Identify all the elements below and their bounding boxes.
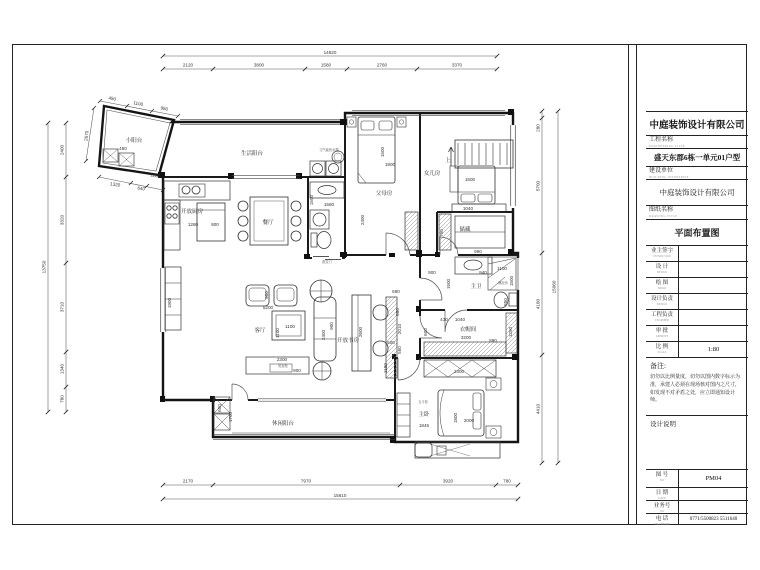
dim-balcony: 1100 [132, 100, 144, 107]
dim-balcony: 1320 [109, 181, 121, 188]
sign-label: 设 计 [655, 264, 669, 270]
field-label-text: 建设单位 [649, 168, 674, 174]
sign-label: 设计负责 [650, 296, 673, 302]
dim-annotation: 690 [392, 289, 400, 294]
dim-right-seg: 4180 [535, 298, 541, 310]
date-row [646, 488, 748, 501]
sign-label: 审 批 [655, 328, 669, 334]
dim-top-total: 14620 [323, 50, 337, 55]
company-name: 中庭装饰设计有限公司 [646, 112, 748, 136]
logo-box [646, 44, 748, 112]
remark-text: 切勿以比例量度，切勿以图内数字标示为准，承建人必须在现场核对图内之尺寸，如发现不对矛盾之处，应立即通知设计师。 [650, 375, 741, 404]
annotation-layer [119, 146, 514, 428]
floor-plan [12, 44, 628, 526]
room-label-dining: 餐厅 [262, 220, 274, 226]
scale-value: 1:80 [707, 346, 720, 353]
drawing-number-row [646, 470, 748, 488]
room-label-kitchen: 开放厨房 [180, 209, 204, 215]
room-label-daughter: 女儿房 [423, 171, 441, 177]
dim-annotation: 750 [439, 229, 444, 237]
dim-annotation: 2400 [321, 329, 326, 341]
room-label-master-bath: 主卫 [470, 284, 482, 290]
dim-annotation: 1290 [508, 326, 513, 338]
dim-annotation: 890 [489, 338, 497, 343]
dim-bottom-seg: 780 [503, 478, 511, 484]
field-label-drawing [646, 206, 748, 220]
dim-annotation: 1500 [446, 278, 451, 290]
sign-row-engineer [646, 310, 748, 326]
dim-left-seg: 780 [59, 395, 65, 403]
dim-annotation: 1700 [228, 411, 233, 423]
title-block [646, 44, 748, 525]
project-name: 盛天东郡6栋一单元01户型 [646, 149, 748, 167]
dim-annotation: 1100 [275, 328, 280, 338]
dim-annotation: 2010 [397, 323, 402, 335]
dim-annotation: 1180 [149, 172, 161, 179]
builder-name: 中庭装饰设计有限公司 [646, 180, 748, 206]
sign-sublabel: DESIGN [656, 303, 668, 306]
label-tv-cabinet: 电视柜 [278, 364, 288, 368]
dim-right-seg: 280 [535, 124, 541, 132]
bottom-label: 业务号 [653, 503, 671, 509]
dim-annotation: 5200 [262, 305, 274, 310]
sign-row-owner [646, 246, 748, 262]
dim-annotation: 1500 [464, 177, 476, 182]
sign-sublabel: OWNER SIGN [653, 255, 671, 258]
bottom-label: 电 话 [655, 516, 669, 522]
remark-title: 备注: [650, 362, 666, 370]
dim-annotation: 900 [293, 368, 301, 373]
sign-label: 绘 图 [655, 280, 669, 286]
room-label-living: 客厅 [254, 328, 266, 334]
dim-bottom-seg: 3920 [442, 478, 454, 484]
design-note-label: 设计说明 [650, 421, 676, 428]
dim-annotation: 2600 [358, 326, 363, 338]
label-water-heater: 空气能热水器 [319, 148, 339, 152]
dim-annotation: 1040 [454, 317, 466, 322]
bottom-sublabel: NO [659, 510, 665, 513]
dim-annotation: 2400 [453, 369, 465, 374]
dim-bottom-seg: 7970 [300, 478, 312, 484]
dim-top-seg: 3370 [451, 62, 463, 68]
laundry-fixtures [310, 151, 344, 176]
dim-balcony: 2670 [83, 130, 90, 142]
sign-value [679, 294, 748, 309]
dim-annotation: 1845 [418, 423, 430, 428]
sign-value [679, 310, 748, 325]
room-label-small-balcony: 小阳台 [125, 138, 143, 144]
dim-annotation: 1800 [453, 412, 458, 424]
field-label-project [646, 136, 748, 149]
drawing-title: 平面布置图 [646, 220, 748, 246]
design-note-box [646, 416, 748, 470]
label-stair-up: 上 [445, 158, 451, 164]
dim-balcony: 950 [160, 105, 169, 112]
dim-annotation: 990 [474, 249, 482, 254]
sign-value [679, 246, 748, 261]
dim-annotation: 850 [503, 298, 508, 306]
field-sublabel: DRAWING TITLE [649, 214, 678, 218]
drawing-number-value: PM04 [705, 475, 722, 482]
dim-annotation: 450 [119, 146, 127, 151]
bottom-label: 图 号 [655, 472, 669, 478]
dim-annotation: 600 [423, 328, 428, 336]
bathroom-fixtures [310, 182, 344, 249]
room-label-leisure-balcony: 休闲阳台 [271, 421, 295, 427]
room-labels [126, 136, 482, 427]
parents-furniture [347, 117, 418, 250]
dim-top-seg: 1580 [320, 62, 332, 68]
dim-annotation: 940 [479, 270, 487, 275]
label-shower: 淋浴房 [498, 281, 508, 285]
remark-box [646, 358, 748, 416]
titleblock-divider-inner [636, 44, 637, 525]
bottom-sublabel: DATE [658, 497, 666, 500]
sign-sublabel: APPROVE [655, 335, 669, 338]
dim-annotation: 600 [217, 404, 222, 412]
field-sublabel: ENGINEERING TITLE [649, 144, 686, 148]
dim-top-seg: 2120 [182, 62, 194, 68]
job-number-value [679, 501, 748, 513]
dim-balcony: 450 [108, 95, 117, 102]
dim-left-seg: 2400 [59, 144, 65, 156]
titleblock-divider [628, 44, 629, 525]
sign-label: 工程负责 [650, 312, 673, 318]
room-label-study: 开放书房 [336, 338, 360, 344]
sign-row-scale [646, 342, 748, 358]
dim-annotation: 1280 [187, 222, 199, 227]
dim-annotation: 1500 [309, 194, 314, 206]
dim-annotation: 1500 [380, 146, 385, 158]
sign-value [679, 278, 748, 293]
sign-row-design-lead [646, 294, 748, 310]
phone-value: 0771/5500823 5511640 [689, 517, 738, 522]
dim-annotation: 650 [395, 308, 400, 316]
field-label-builder [646, 167, 748, 180]
sign-row-draw [646, 278, 748, 294]
dim-annotation: 1500 [509, 275, 514, 287]
dim-annotation: 2300 [276, 357, 288, 362]
dim-annotation: 2400 [360, 214, 365, 226]
sign-row-design [646, 262, 748, 278]
bottom-label: 日 期 [655, 490, 669, 496]
staircase [449, 140, 514, 168]
dim-annotation: 1900 [167, 297, 172, 309]
dim-annotation: 2000 [463, 418, 475, 423]
date-value [679, 488, 748, 500]
room-label-storage: 储藏 [459, 227, 471, 233]
dim-annotation: 900 [211, 222, 219, 227]
sign-label: 业主签字 [650, 248, 673, 254]
leisure-balcony-fixtures [214, 397, 390, 433]
sign-value [679, 326, 748, 341]
dim-right-seg: 5700 [535, 180, 541, 192]
dim-annotation: 3200 [460, 335, 472, 340]
dim-right-seg: 4410 [535, 403, 541, 415]
label-sliding-door: 推拉门 [322, 260, 332, 264]
field-label-text: 工程名称 [649, 137, 674, 143]
dim-left-total: 13750 [41, 260, 47, 274]
dim-annotation: 430 [440, 317, 448, 322]
label-dresser: 五斗柜 [418, 400, 428, 404]
dim-annotation: 1180 [383, 363, 388, 373]
dim-annotation: 1100 [285, 324, 295, 329]
dim-top-seg: 2760 [376, 62, 388, 68]
field-label-text: 图纸名称 [649, 207, 674, 213]
dim-bottom-seg: 2170 [182, 478, 194, 484]
dim-left-seg: 3320 [59, 214, 65, 226]
room-label-life-balcony: 生活阳台 [240, 151, 264, 157]
dim-annotation: 500 [387, 340, 395, 345]
sign-sublabel: DESIGN [656, 271, 668, 274]
sign-label: 比 例 [655, 344, 669, 350]
dim-left-seg: 3710 [59, 301, 65, 313]
phone-row [646, 514, 748, 525]
room-label-master: 主卧 [418, 412, 430, 418]
dim-annotation: 550 [397, 346, 402, 354]
sign-value [679, 262, 748, 277]
field-sublabel: BUILDING INTERPRISE [649, 175, 689, 179]
dim-annotation: 1100 [497, 266, 507, 271]
dim-left-seg: 1340 [59, 363, 65, 375]
dim-annotation: 900 [428, 270, 436, 275]
sign-sublabel: ENGINEER [655, 319, 669, 322]
dim-annotation: 1040 [462, 206, 474, 211]
dim-right-total: 15060 [551, 280, 557, 294]
sign-sublabel: DRAW [657, 287, 667, 290]
dim-annotation: 900 [264, 291, 269, 299]
dim-annotation: 900 [329, 322, 334, 330]
dim-balcony: 640 [137, 185, 146, 192]
kitchen-fixtures [164, 181, 230, 330]
dim-annotation: 1580 [323, 202, 335, 207]
room-label-cloak: 衣帽间 [459, 327, 477, 333]
bottom-sublabel: NO [659, 479, 665, 482]
dim-bottom-total: 15610 [333, 493, 347, 498]
sign-sublabel: SCALE [657, 351, 667, 354]
room-label-parents: 父母房 [375, 191, 393, 197]
dim-annotation: 1900 [384, 162, 396, 167]
job-number-row [646, 501, 748, 514]
walls-outer [159, 113, 518, 442]
bottom-sublabel: TELEPHONE [653, 523, 671, 525]
sign-row-approve [646, 326, 748, 342]
dim-top-seg: 3800 [253, 62, 265, 68]
door-arcs [232, 233, 467, 400]
